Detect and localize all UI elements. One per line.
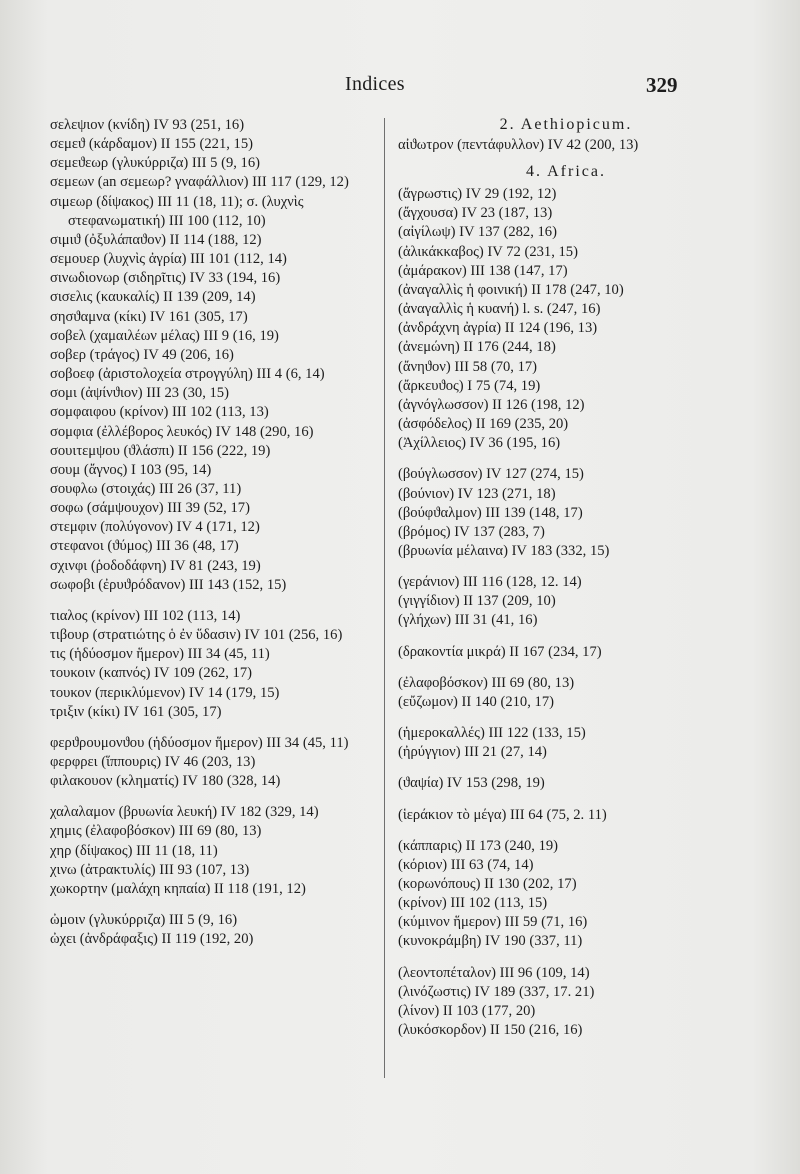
section-heading: 4. Africa. <box>526 163 606 181</box>
index-entry: χωκορτην (μαλάχη κηπαία) II 118 (191, 12) <box>50 880 306 897</box>
index-entry: (βρυωνία μέλαινα) IV 183 (332, 15) <box>398 542 610 559</box>
group-spacer <box>50 791 390 803</box>
index-entry: (ἡμεροκαλλές) III 122 (133, 15) <box>398 725 586 742</box>
section-heading: 2. Aethiopicum. <box>499 116 633 133</box>
index-entry: σινωδιονωρ (σιδηρῖτις) IV 33 (194, 16) <box>50 270 281 287</box>
index-entry: σοβοεφ (ἀριστολοχεία στρογγύλη) III 4 (6, 14) <box>50 366 325 383</box>
index-entry: χαλαλαμον (βρυωνία λευκή) IV 182 (329, 14) <box>50 804 319 821</box>
index-entry: (βρόμος) IV 137 (283, 7) <box>398 523 545 540</box>
index-entry: (ἀσφόδελος) II 169 (235, 20) <box>398 416 569 433</box>
index-entry: (κρίνον) III 102 (113, 15) <box>398 895 548 912</box>
index-entry: (ἄγρωστις) IV 29 (192, 12) <box>398 186 557 203</box>
index-entry: φιλακουον (κληματίς) IV 180 (328, 14) <box>50 773 281 790</box>
index-entry: (κύμινον ἥμερον) III 59 (71, 16) <box>398 914 588 931</box>
index-entry: (ἱεράκιον τὸ μέγα) III 64 (75, 2. 11) <box>398 806 607 823</box>
index-entry: σελεψιον (κνίδη) IV 93 (251, 16) <box>50 117 245 133</box>
running-head <box>0 73 800 97</box>
index-entry: (ἀναγαλλὶς ἡ φοινική) II 178 (247, 10) <box>398 281 624 298</box>
index-entry: (γλήχων) III 31 (41, 16) <box>398 612 538 629</box>
index-entry: χημις (ἐλαφοβόσκον) III 69 (80, 13) <box>50 823 262 840</box>
index-entry: σεμεϑ (κάρδαμον) II 155 (221, 15) <box>50 136 253 153</box>
group-spacer <box>398 825 710 837</box>
group-spacer <box>398 561 710 573</box>
index-entry: (ἀγνόγλωσσον) II 126 (198, 12) <box>398 396 585 413</box>
group-spacer <box>398 712 710 724</box>
group-spacer <box>398 662 710 674</box>
index-entry: φερϑρουμονϑου (ἡδύοσμον ἥμερον) III 34 (45, 11) <box>50 734 349 751</box>
group-spacer <box>398 794 710 806</box>
group-spacer <box>398 952 710 964</box>
index-entry: σομφαιφου (κρίνον) III 102 (113, 13) <box>50 404 269 421</box>
index-entry: σιμιϑ (ὀξυλάπαϑον) II 114 (188, 12) <box>50 231 262 248</box>
index-entry: (ἠρύγγιον) III 21 (27, 14) <box>398 744 547 761</box>
index-entry: χηρ (δίψακος) III 11 (18, 11) <box>50 842 218 859</box>
index-entry: (γεράνιον) III 116 (128, 12. 14) <box>398 574 582 591</box>
index-entry: τιβουρ (στρατιώτης ὁ ἐν ὕδασιν) IV 101 (256, 16) <box>50 627 343 644</box>
index-entry: στεφανοι (ϑύμος) III 36 (48, 17) <box>50 538 239 555</box>
index-entry: (Ἀχίλλειος) IV 36 (195, 16) <box>398 435 561 452</box>
index-entry: (ἄρκευϑος) I 75 (74, 19) <box>398 377 541 394</box>
group-spacer <box>50 722 390 734</box>
index-entry: σεμουερ (λυχνὶς ἀγρία) III 101 (112, 14) <box>50 251 287 268</box>
group-spacer <box>398 762 710 774</box>
group-spacer <box>398 453 710 465</box>
index-entry: (ἀμάρακον) III 138 (147, 17) <box>398 262 568 279</box>
index-entry: (λυκόσκορδον) II 150 (216, 16) <box>398 1022 583 1039</box>
index-entry: (ἀνδράχνη ἀγρία) II 124 (196, 13) <box>398 320 598 337</box>
index-entry: στεμφιν (πολύγονον) IV 4 (171, 12) <box>50 519 260 536</box>
index-entry: τουκον (περικλύμενον) IV 14 (179, 15) <box>50 684 280 701</box>
index-entry: (λίνον) II 103 (177, 20) <box>398 1002 536 1019</box>
index-entry: (αἰγίλωψ) IV 137 (282, 16) <box>398 224 557 241</box>
group-spacer <box>50 595 390 607</box>
running-title: Indices <box>345 73 405 95</box>
right-index-column <box>398 116 710 1040</box>
index-entry: σοφω (σάμψουχον) III 39 (52, 17) <box>50 500 250 517</box>
index-entry: (βούγλωσσον) IV 127 (274, 15) <box>398 466 584 483</box>
left-index-column <box>50 116 390 949</box>
index-entry: σουμ (ἄγνος) I 103 (95, 14) <box>50 461 212 478</box>
index-entry: (ἀλικάκκαβος) IV 72 (231, 15) <box>398 243 578 260</box>
index-entry: σομφια (ἐλλέβορος λευκός) IV 148 (290, 16) <box>50 423 314 440</box>
index-entry: σουιτεμψου (ϑλάσπι) II 156 (222, 19) <box>50 442 271 459</box>
index-entry: σεμεων (an σεμεωρ? γναφάλλιον) III 117 (129, 12) <box>50 174 349 191</box>
index-entry: σισελις (καυκαλίς) II 139 (209, 14) <box>50 289 256 306</box>
index-entry: (κόριον) III 63 (74, 14) <box>398 856 534 873</box>
index-entry: (ἀνεμώνη) II 176 (244, 18) <box>398 339 556 356</box>
index-entry: (βούνιον) IV 123 (271, 18) <box>398 485 556 502</box>
index-entry: σχινφι (ῥοδοδάφνη) IV 81 (243, 19) <box>50 557 261 574</box>
index-entry: χινω (ἀτρακτυλίς) III 93 (107, 13) <box>50 861 250 878</box>
index-entry: (κορωνόπους) II 130 (202, 17) <box>398 876 577 892</box>
index-entry: σομι (ἀψίνϑιον) III 23 (30, 15) <box>50 385 229 402</box>
group-spacer <box>398 631 710 643</box>
group-spacer <box>50 899 390 911</box>
index-entry: τιαλος (κρίνον) III 102 (113, 14) <box>50 607 241 624</box>
index-entry: αἰϑωτρον (πεντάφυλλον) IV 42 (200, 13) <box>398 137 639 153</box>
column-divider <box>384 118 385 1078</box>
index-entry: σεμεϑεωρ (γλυκύρριζα) III 5 (9, 16) <box>50 155 261 172</box>
index-entry: (λεοντοπέταλον) III 96 (109, 14) <box>398 964 590 981</box>
index-entry: (ἄγχουσα) IV 23 (187, 13) <box>398 205 553 222</box>
index-entry: (κυνοκράμβη) IV 190 (337, 11) <box>398 933 583 950</box>
index-entry: ὠμοιν (γλυκύρριζα) III 5 (9, 16) <box>50 912 238 929</box>
index-entry: (ἐλαφοβόσκον) III 69 (80, 13) <box>398 674 575 691</box>
index-entry: σησϑαμνα (κίκι) IV 161 (305, 17) <box>50 308 248 325</box>
index-entry: (γιγγίδιον) II 137 (209, 10) <box>398 593 556 610</box>
index-entry: (βούφϑαλμον) III 139 (148, 17) <box>398 504 583 521</box>
index-entry: φερφρει (ἵππουρις) IV 46 (203, 13) <box>50 754 256 770</box>
page-number: 329 <box>646 73 678 97</box>
index-entry: σοβελ (χαμαιλέων μέλας) III 9 (16, 19) <box>50 327 279 344</box>
index-entry: (εὔζωμον) II 140 (210, 17) <box>398 693 554 710</box>
index-entry: σοβερ (τράγος) IV 49 (206, 16) <box>50 346 234 363</box>
index-entry: τις (ἡδύοσμον ἥμερον) III 34 (45, 11) <box>50 646 270 663</box>
index-entry: (ἀναγαλλὶς ἡ κυανή) l. s. (247, 16) <box>398 301 601 318</box>
index-entry: σιμεωρ (δίψακος) III 11 (18, 11); σ. (λυχνὶς στεφανωματική) III 100 (112, 10) <box>50 193 304 229</box>
index-entry: σουφλω (στοιχάς) III 26 (37, 11) <box>50 480 242 497</box>
index-entry: τριξιν (κίκι) IV 161 (305, 17) <box>50 703 222 720</box>
index-entry: (ἄνηϑον) III 58 (70, 17) <box>398 358 538 375</box>
index-entry: τουκοιν (καπνός) IV 109 (262, 17) <box>50 665 252 682</box>
index-entry: (λινόζωστις) IV 189 (337, 17. 21) <box>398 983 595 1000</box>
index-entry: (δρακοντία μικρά) II 167 (234, 17) <box>398 643 602 660</box>
index-entry: (ϑαψία) IV 153 (298, 19) <box>398 775 545 792</box>
index-entry: σωφοβι (ἐρυϑρόδανον) III 143 (152, 15) <box>50 576 287 593</box>
index-entry: (κάππαρις) II 173 (240, 19) <box>398 837 559 854</box>
index-entry: ὠχει (ἀνδράφαξις) II 119 (192, 20) <box>50 931 254 948</box>
